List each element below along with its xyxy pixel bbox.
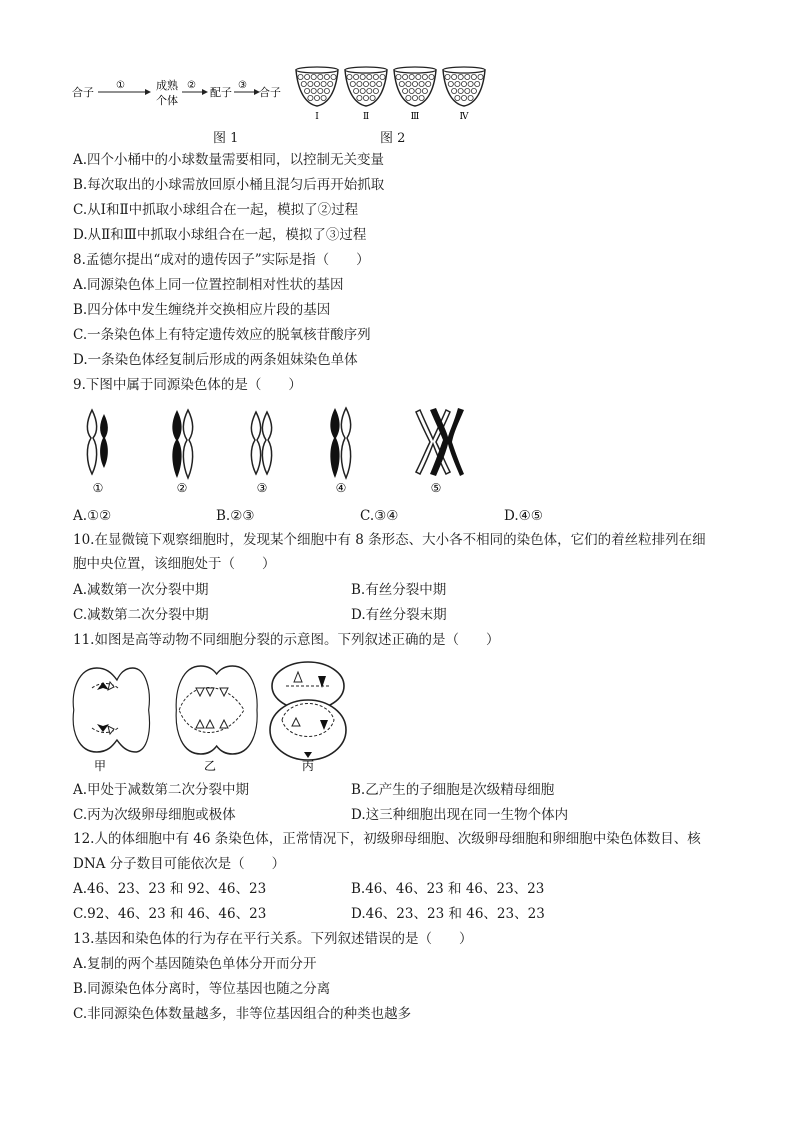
svg-text:个体: 个体 (156, 94, 178, 107)
q11-option-b: B.乙产生的子细胞是次级精母细胞 (351, 782, 555, 798)
q13-option-b: B.同源染色体分离时，等位基因也随之分离 (73, 981, 331, 997)
chromosome-label: ① (92, 481, 104, 495)
q9-option-d: D.④⑤ (504, 508, 543, 524)
q13-option-a: A.复制的两个基因随染色单体分开而分开 (73, 956, 317, 972)
q8-option-a: A.同源染色体上同一位置控制相对性状的基因 (73, 277, 344, 293)
cell-label: 乙 (203, 759, 217, 772)
svg-text:配子: 配子 (210, 86, 232, 99)
q13-stem: 13.基因和染色体的行为存在平行关系。下列叙述错误的是（ ） (73, 931, 473, 947)
figure-2-buckets (290, 66, 490, 122)
svg-text:①: ① (116, 80, 125, 91)
q10-stem-line2: 胞中央位置，该细胞处于（ ） (73, 556, 276, 572)
q11-option-d: D.这三种细胞出现在同一生物个体内 (351, 807, 569, 823)
figure-1-caption: 图 1 (213, 131, 239, 146)
svg-text:成熟: 成熟 (156, 79, 178, 92)
cell-jia (73, 668, 149, 752)
q11-option-a: A.甲处于减数第二次分裂中期 (73, 782, 250, 798)
q13-option-c: C.非同源染色体数量越多，非等位基因组合的种类也越多 (73, 1006, 412, 1022)
q11-stem: 11.如图是高等动物不同细胞分裂的示意图。下列叙述正确的是（ ） (73, 632, 500, 648)
q9-option-b: B.②③ (216, 508, 255, 524)
chromosome-pair-1 (87, 410, 108, 474)
q10-option-d: D.有丝分裂末期 (351, 607, 447, 623)
q7-option-d: D.从Ⅱ和Ⅲ中抓取小球组合在一起，模拟了③过程 (73, 227, 367, 243)
chromosome-label: ④ (335, 481, 347, 495)
q8-option-d: D.一条染色体经复制后形成的两条姐妹染色单体 (73, 352, 358, 368)
q12-option-b: B.46、46、23 和 46、23、23 (351, 881, 545, 897)
flow-node-zygote: 合子 (72, 86, 94, 99)
chromosome-label: ⑤ (430, 481, 442, 495)
chromosome-label: ③ (256, 481, 268, 495)
q9-option-a: A.①② (73, 508, 112, 524)
svg-text:③: ③ (238, 80, 247, 91)
q10-option-a: A.减数第一次分裂中期 (73, 582, 209, 598)
q12-option-d: D.46、23、23 和 46、23、23 (351, 906, 545, 922)
figure-2-caption: 图 2 (380, 131, 406, 146)
cell-label: 丙 (301, 759, 315, 772)
chromosome-pair-3 (251, 412, 271, 474)
q11-option-c: C.丙为次级卵母细胞或极体 (73, 807, 236, 823)
q12-stem-line2: DNA 分子数目可能依次是（ ） (73, 856, 286, 872)
q9-option-c: C.③④ (360, 508, 399, 524)
bucket-label: Ⅲ (410, 112, 420, 122)
bucket-4 (443, 67, 485, 122)
q12-option-c: C.92、46、23 和 46、46、23 (73, 906, 267, 922)
q9-stem: 9.下图中属于同源染色体的是（ ） (73, 377, 302, 393)
figure-1-flow-diagram (70, 72, 285, 112)
q12-stem-line1: 12.人的体细胞中有 46 条染色体，正常情况下，初级卵母细胞、次级卵母细胞和卵细胞中染色体数目、核 (73, 831, 701, 847)
bucket-3 (394, 67, 436, 122)
bucket-2 (345, 67, 387, 122)
cell-yi (176, 666, 257, 754)
chromosome-pair-4 (330, 408, 350, 478)
bucket-label: Ⅰ (315, 112, 319, 122)
q10-option-c: C.减数第二次分裂中期 (73, 607, 209, 623)
cell-bing (270, 662, 346, 760)
q8-option-c: C.一条染色体上有特定遗传效应的脱氧核苷酸序列 (73, 327, 371, 343)
cell-label: 甲 (93, 759, 107, 772)
chromosome-label: ② (176, 481, 188, 495)
svg-text:②: ② (187, 80, 196, 91)
q8-stem: 8.孟德尔提出“成对的遗传因子”实际是指（ ） (73, 252, 370, 268)
svg-text:合子: 合子 (259, 86, 281, 99)
q8-option-b: B.四分体中发生缠绕并交换相应片段的基因 (73, 302, 331, 318)
q10-stem-line1: 10.在显微镜下观察细胞时，发现某个细胞中有 8 条形态、大小各不相同的染色体，它们的着丝粒排列在细 (73, 532, 706, 548)
q11-cell-division-figure (70, 660, 360, 772)
q9-chromosome-figure (70, 402, 470, 497)
q7-option-c: C.从Ⅰ和Ⅱ中抓取小球组合在一起，模拟了②过程 (73, 202, 359, 218)
q10-option-b: B.有丝分裂中期 (351, 582, 447, 598)
chromosome-pair-2 (172, 410, 192, 478)
q7-option-a: A.四个小桶中的小球数量需要相同，以控制无关变量 (73, 152, 385, 168)
q12-option-a: A.46、23、23 和 92、46、23 (73, 881, 267, 897)
bucket-label: Ⅳ (459, 112, 469, 122)
q7-option-b: B.每次取出的小球需放回原小桶且混匀后再开始抓取 (73, 177, 385, 193)
bucket-label: Ⅱ (362, 112, 370, 122)
bucket-1 (296, 67, 338, 122)
chromosome-pair-5 (416, 408, 464, 476)
